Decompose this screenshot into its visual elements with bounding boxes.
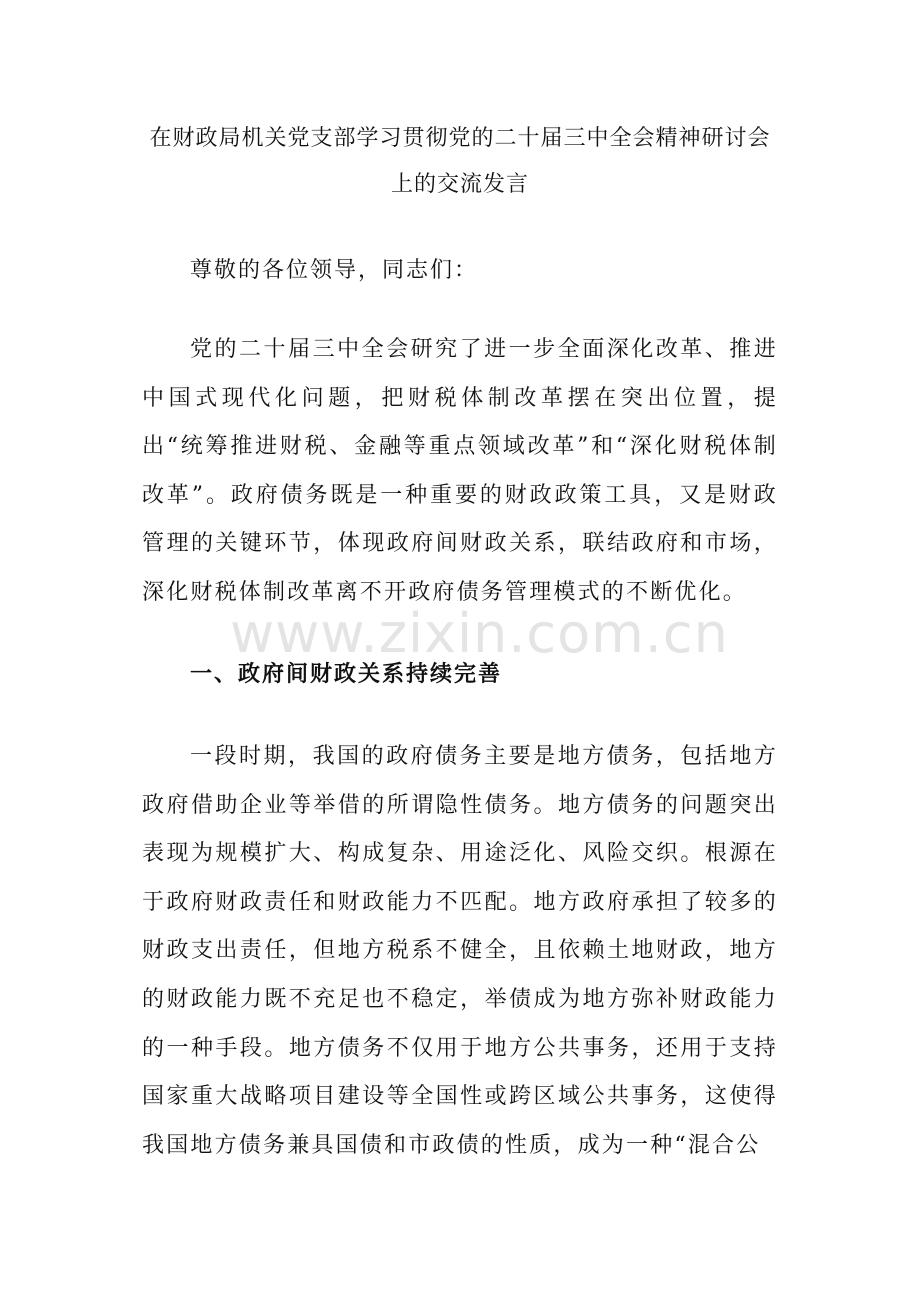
body-paragraph-1: 党的二十届三中全会研究了进一步全面深化改革、推进中国式现代化问题，把财税体制改革摆在突出位置，提出“统筹推进财税、金融等重点领域改革”和“深化财税体制改革”。政府债务既是一种重要的财政政策工具，又是财政管理的关键环节，体现政府间财政关系，联结政府和市场，深化财税体制改革离不开政府债务管理模式的不断优化。	[142, 337, 778, 605]
greeting-line: 尊敬的各位领导，同志们：	[190, 258, 479, 283]
body-paragraph-2: 一段时期，我国的政府债务主要是地方债务，包括地方政府借助企业等举借的所谓隐性债务。地方债务的问题突出表现为规模扩大、构成复杂、用途泛化、风险交织。根源在于政府财政责任和财政能力不匹配。地方政府承担了较多的财政支出责任，但地方税系不健全，且依赖土地财政，地方的财政能力既不充足也不稳定，举债成为地方弥补财政能力的一种手段。地方债务不仅用于地方公共事务，还用于支持国家重大战略项目建设等全国性或跨区域公共事务，这使得我国地方债务兼具国债和市政债的性质，成为一种“混合公	[142, 744, 778, 1158]
section-heading: 一、政府间财政关系持续完善	[190, 661, 503, 687]
document-title: 在财政局机关党支部学习贯彻党的二十届三中全会精神研讨会上的交流发言	[149, 126, 771, 197]
watermark: www.zixin.com.cn	[230, 602, 729, 665]
